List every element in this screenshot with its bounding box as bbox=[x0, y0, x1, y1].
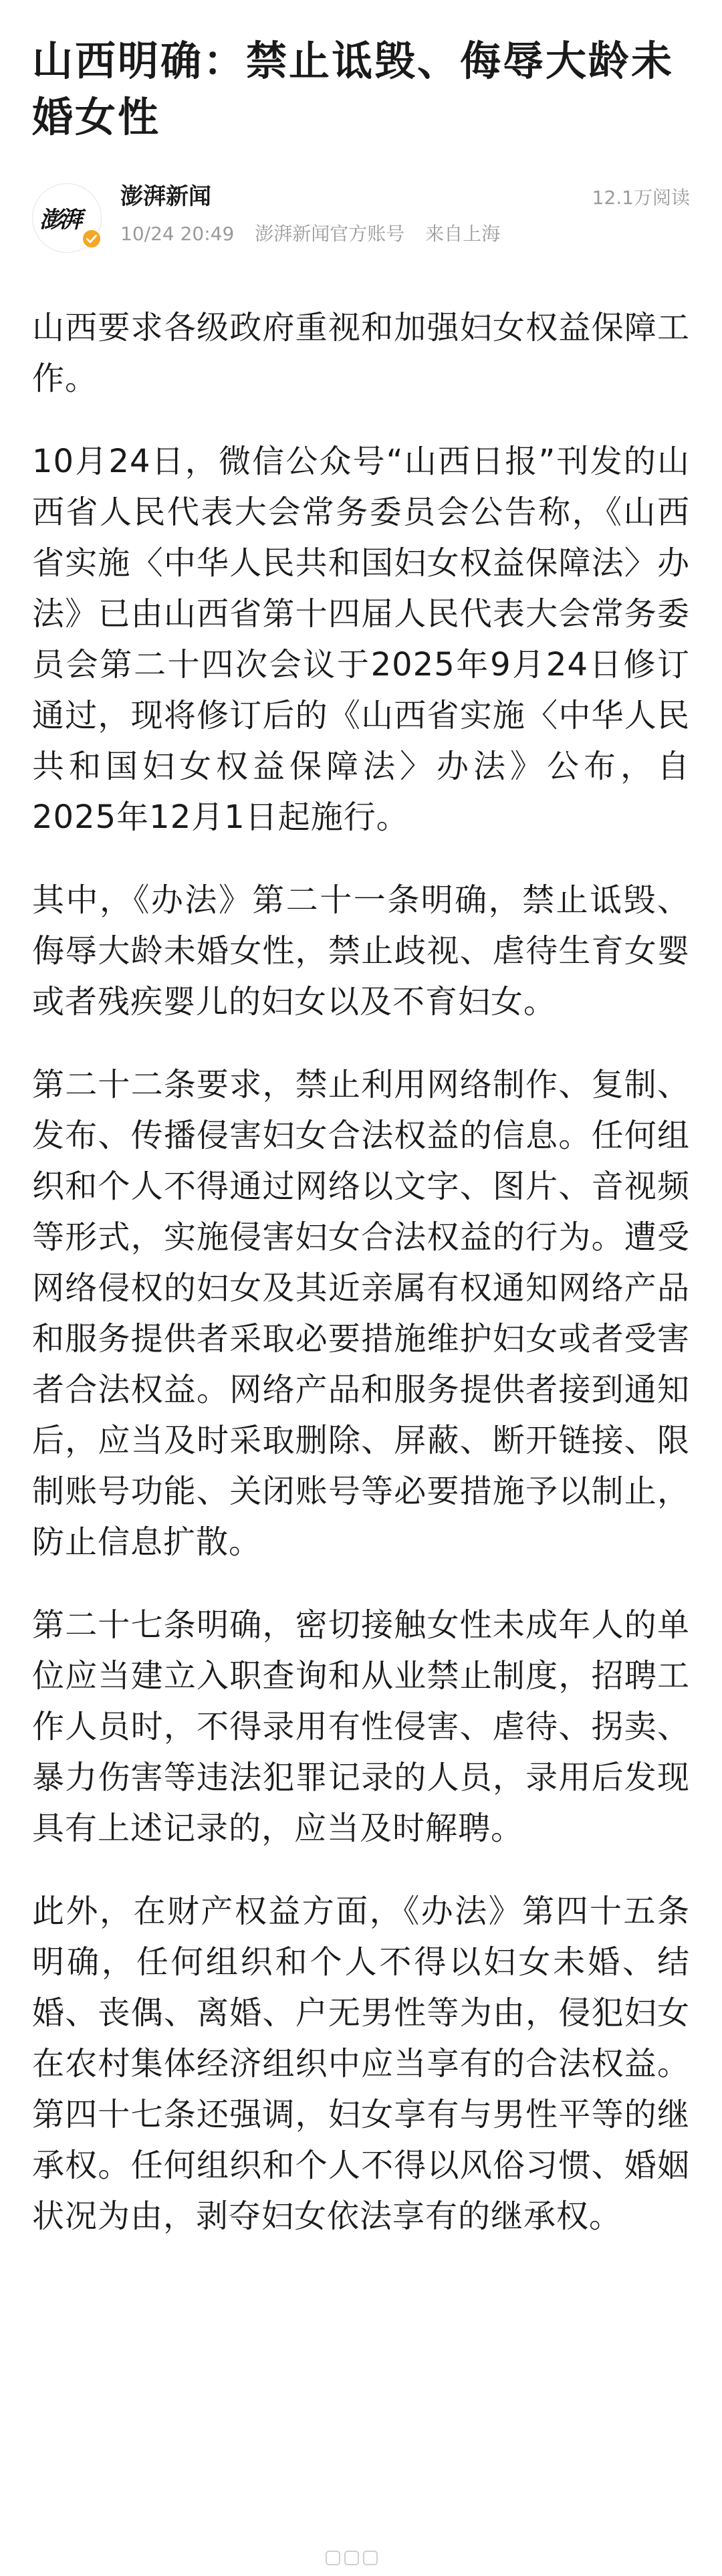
article-title: 山西明确：禁止诋毁、侮辱大龄未婚女性 bbox=[32, 37, 675, 141]
author-name[interactable]: 澎湃新闻 bbox=[120, 183, 211, 210]
article-paragraph: 第二十七条明确，密切接触女性未成年人的单位应当建立入职查询和从业禁止制度，招聘工作人员时，不得录用有性侵害、虐待、拐卖、暴力伤害等违法犯罪记录的人员，录用后发现具有上述记录的，应当及时解聘。 bbox=[32, 1606, 690, 1847]
article-paragraph: 山西要求各级政府重视和加强妇女权益保障工作。 bbox=[32, 309, 690, 397]
article-meta bbox=[120, 221, 515, 247]
read-count: 12.1万阅读 bbox=[592, 187, 690, 209]
preview-square bbox=[363, 2551, 378, 2565]
author-header bbox=[32, 179, 690, 262]
article-paragraph: 此外，在财产权益方面，《办法》第四十五条明确，任何组织和个人不得以妇女未婚、结婚、丧偶、离婚、户无男性等为由，侵犯妇女在农村集体经济组织中应当享有的合法权益。第四十七条还强调，妇女享有与男性平等的继承权。任何组织和个人不得以风俗习惯、婚姻状况为由，剥夺妇女依法享有的继承权。 bbox=[32, 1893, 690, 2235]
preview-square bbox=[344, 2551, 359, 2565]
preview-square bbox=[326, 2551, 340, 2565]
verified-badge-icon bbox=[82, 229, 102, 249]
article-body bbox=[32, 302, 690, 2242]
publish-date: 10/24 20:49 bbox=[120, 223, 235, 245]
account-type: 澎湃新闻官方账号 bbox=[255, 223, 405, 245]
avatar-logo: 澎湃 bbox=[39, 207, 80, 233]
article-paragraph: 10月24日，微信公众号“山西日报”刊发的山西省人民代表大会常务委员会公告称，《山西省实施〈中华人民共和国妇女权益保障法〉办法》已由山西省第十四届人民代表大会常务委员会第二十四次会议于2025年9月24日修订通过，现将修订后的《山西省实施〈中华人民共和国妇女权益保障法〉办法》公布，自2025年12月1日起施行。 bbox=[32, 443, 690, 836]
location: 来自上海 bbox=[425, 223, 501, 245]
article-paragraph: 第二十二条要求，禁止利用网络制作、复制、发布、传播侵害妇女合法权益的信息。任何组织和个人不得通过网络以文字、图片、音视频等形式，实施侵害妇女合法权益的行为。遭受网络侵权的妇女及其近亲属有权通知网络产品和服务提供者采取必要措施维护妇女或者受害者合法权益。网络产品和服务提供者接到通知后，应当及时采取删除、屏蔽、断开链接、限制账号功能、关闭账号等必要措施予以制止，防止信息扩散。 bbox=[32, 1066, 690, 1561]
article-paragraph: 其中，《办法》第二十一条明确，禁止诋毁、侮辱大龄未婚女性，禁止歧视、虐待生育女婴或者残疾婴儿的妇女以及不育妇女。 bbox=[32, 881, 690, 1021]
image-preview-icon[interactable] bbox=[324, 2547, 398, 2571]
